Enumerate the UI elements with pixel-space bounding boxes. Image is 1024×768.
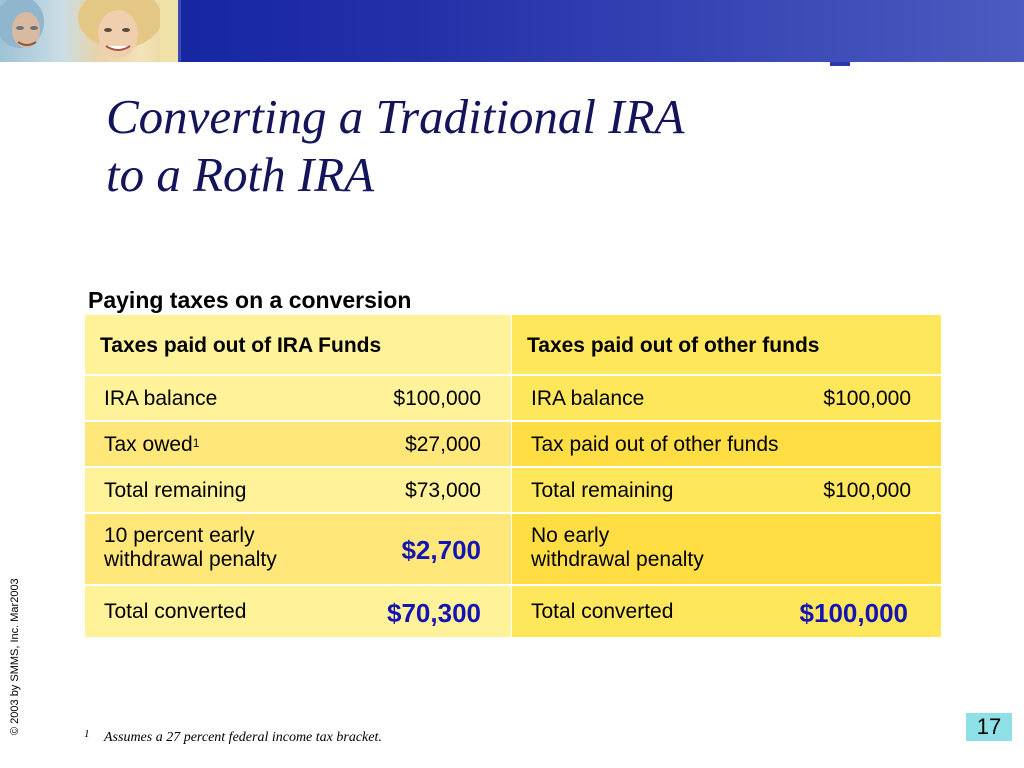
table-row [85,422,511,466]
column-header [512,315,941,374]
table-row [85,468,511,512]
row-label: IRA balance [104,387,218,410]
table-row [512,586,941,637]
row-label-line-2: withdrawal penalty [531,548,704,571]
column-header [85,315,511,374]
table-row [512,514,941,584]
row-label: Total converted [104,600,247,623]
page-number: 17 [966,713,1012,741]
table-row [85,514,511,584]
table-row [512,376,941,420]
footnote-text: Assumes a 27 percent federal income tax bracket. [104,730,382,745]
table-caption: Paying taxes on a conversion [88,287,412,313]
column-ira-funds [85,315,511,637]
footnote-marker: 1 [84,728,90,740]
row-label-text: Tax owed [104,433,193,456]
penalty-amount: $2,700 [401,535,481,565]
table-row [85,376,511,420]
row-label-line-1: No early [531,524,610,547]
column-other-funds [512,315,941,637]
table-row [85,586,511,637]
row-value: $100,000 [823,387,911,410]
copyright-notice: © 2003 by SMMS, Inc. Mar2003 [9,578,21,735]
photo-divider [178,0,181,62]
comparison-table [85,315,941,637]
title-line-1: Converting a Traditional IRA [106,89,685,144]
slide-title [106,88,826,204]
total-converted-amount: $100,000 [799,598,908,628]
column-header-label: Taxes paid out of IRA Funds [100,334,382,357]
row-label-line-2: withdrawal penalty [104,548,277,571]
row-value: $73,000 [405,479,481,502]
row-label [104,433,199,457]
table-row [512,422,941,466]
row-value: $100,000 [393,387,481,410]
footnote-ref: 1 [192,436,200,450]
row-value: $27,000 [405,433,481,456]
row-label: IRA balance [531,387,645,410]
row-value: $100,000 [823,479,911,502]
row-label-line-1: 10 percent early [104,524,255,547]
row-label [104,524,277,572]
title-line-2: to a Roth IRA [106,147,375,202]
row-label [531,524,704,572]
row-label: Total remaining [104,479,247,502]
row-label: Tax paid out of other funds [531,433,779,456]
banner-notch [830,62,850,66]
total-converted-amount: $70,300 [387,598,481,628]
table-row [512,468,941,512]
column-header-label: Taxes paid out of other funds [527,334,820,357]
row-label: Total converted [531,600,674,623]
row-label: Total remaining [531,479,674,502]
header-photo [0,0,178,62]
